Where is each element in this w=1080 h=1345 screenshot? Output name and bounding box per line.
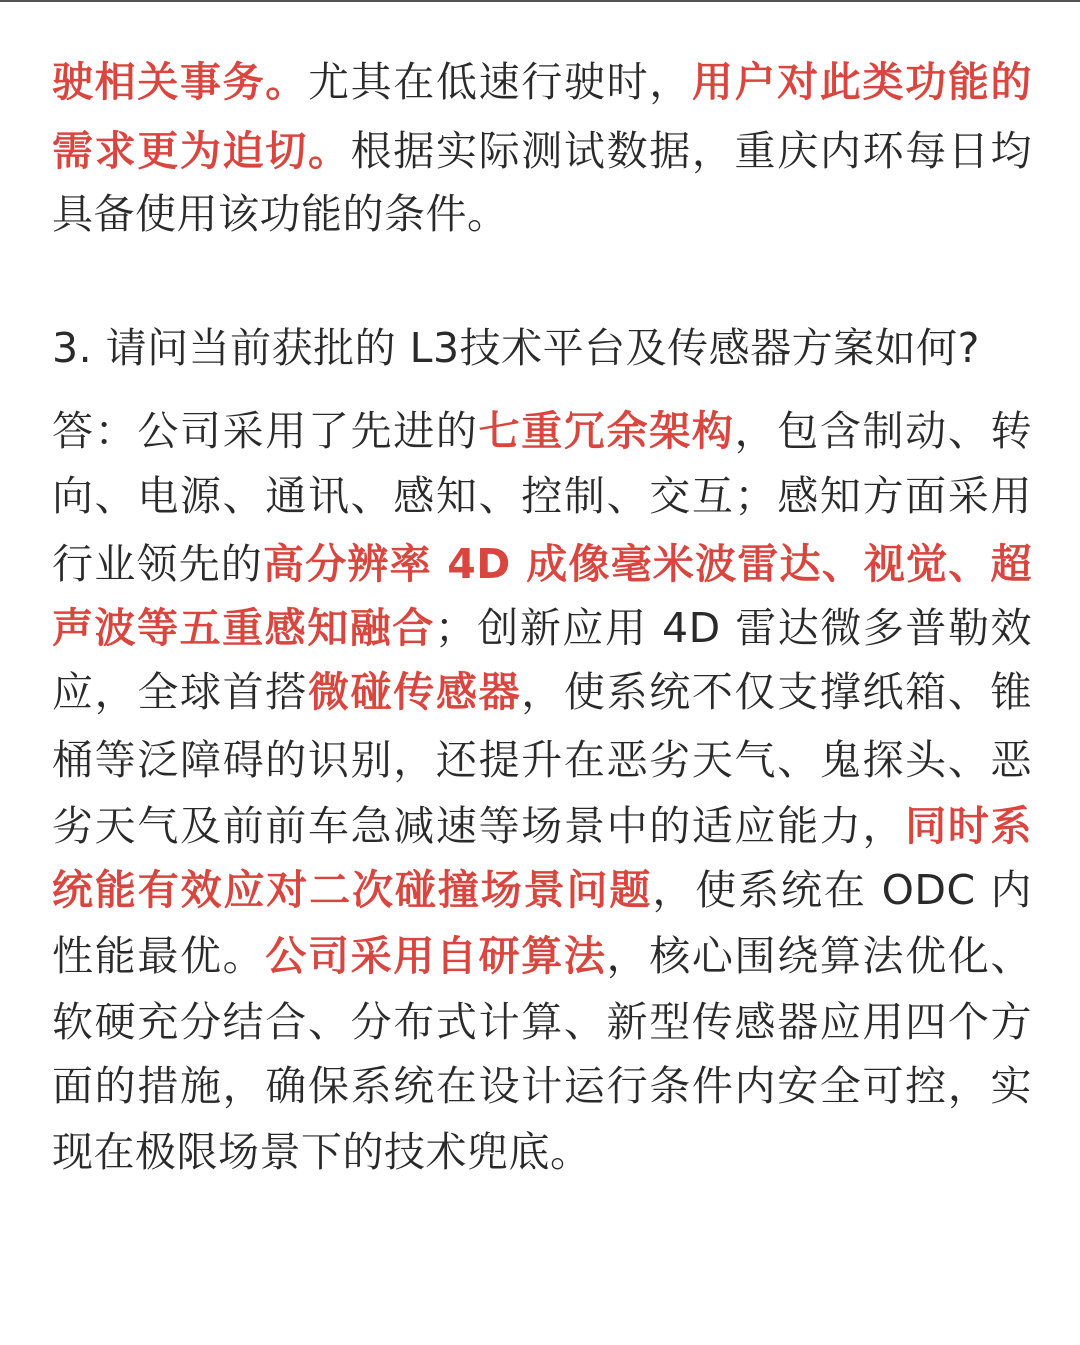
highlight-text: 七重冗余架构 (478, 407, 735, 455)
highlight-text: 声波等五重感知融合 (52, 604, 435, 652)
highlight-text: 微碰传感器 (307, 668, 522, 716)
highlight-text: 同时系 (905, 802, 1033, 850)
answer-line-11 (52, 1052, 1032, 1120)
highlight-text: 驶相关事务。 (52, 58, 308, 106)
answer-line-12 (52, 1118, 592, 1186)
body-text: ，核心围绕算法优化、 (606, 932, 1033, 980)
answer-line-8 (52, 856, 1032, 924)
body-text: ，使系统不仅支撑纸箱、锥 (521, 668, 1033, 716)
body-text: 应，全球首搭 (52, 668, 308, 716)
body-text: 劣天气及前前车急减速等场景中的适应能力， (52, 802, 906, 850)
body-text: ；创新应用 4D 雷达微多普勒效 (434, 604, 1032, 652)
highlight-text: 需求更为迫切。 (52, 127, 351, 175)
answer-line-9 (52, 922, 1032, 990)
para1-line-3 (52, 180, 509, 248)
body-text: 行业领先的 (52, 540, 263, 588)
answer-line-4 (52, 594, 1032, 662)
question-text: 3. 请问当前获批的 L3技术平台及传感器方案如何? (52, 324, 980, 372)
top-border (0, 0, 1080, 2)
body-text: 具备使用该功能的条件。 (52, 190, 509, 238)
highlight-text: 高分辨率 4D 成像毫米波雷达、视觉、超 (263, 540, 1032, 588)
answer-line-7 (52, 792, 1032, 860)
answer-line-1 (52, 397, 1032, 465)
highlight-text: 公司采用自研算法 (265, 932, 607, 980)
highlight-text: 统能有效应对二次碰撞场景问题 (52, 866, 653, 914)
para1-line-1 (52, 48, 1032, 116)
answer-line-6 (52, 726, 1032, 794)
answer-line-2 (52, 462, 1032, 530)
body-text: 答：公司采用了先进的 (52, 407, 479, 455)
body-text: 软硬充分结合、分布式计算、新型传感器应用四个方 (52, 998, 1032, 1046)
answer-line-10 (52, 988, 1032, 1056)
body-text: ，使系统在 ODC 内 (652, 866, 1032, 914)
body-text: 面的措施，确保系统在设计运行条件内安全可控，实 (52, 1062, 1032, 1110)
para1-line-2 (52, 117, 1032, 185)
body-text: 现在极限场景下的技术兜底。 (52, 1128, 592, 1176)
body-text: 尤其在低速行驶时， (307, 58, 692, 106)
body-text: 性能最优。 (52, 932, 266, 980)
body-text: 根据实际测试数据，重庆内环每日均 (350, 127, 1033, 175)
body-text: 桶等泛障碍的识别，还提升在恶劣天气、鬼探头、恶 (52, 736, 1032, 784)
answer-line-5 (52, 658, 1032, 726)
body-text: ，包含制动、转 (734, 407, 1033, 455)
body-text: 向、电源、通讯、感知、控制、交互；感知方面采用 (52, 472, 1032, 520)
highlight-text: 用户对此类功能的 (691, 58, 1033, 106)
answer-line-3 (52, 530, 1032, 598)
question-heading (52, 314, 980, 382)
